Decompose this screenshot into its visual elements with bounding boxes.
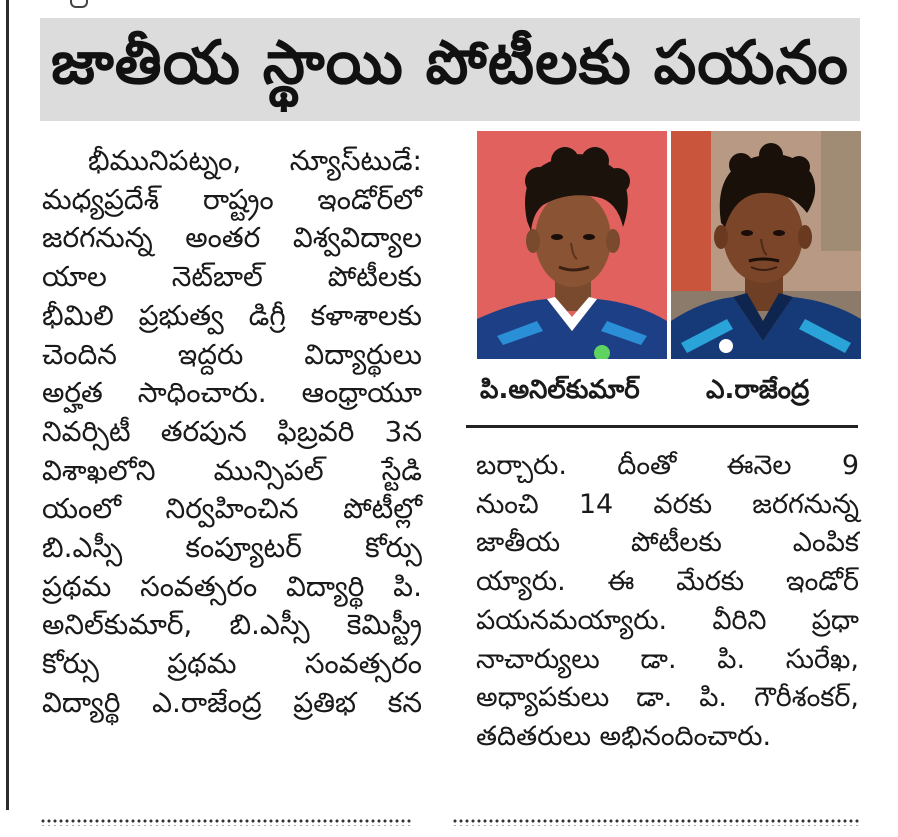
headline-banner (40, 18, 860, 121)
body-line: విద్యార్థి ఎ.రాజేంద్ర ప్రతిభ కన (42, 685, 422, 719)
body-line: భీమిలి ప్రభుత్వ డిగ్రీ కళాశాలకు (42, 298, 422, 332)
column-divider-left (6, 0, 9, 810)
caption-divider (466, 425, 858, 428)
body-line: జాతీయ పోటీలకు ఎంపిక (476, 527, 859, 559)
body-line: బర్చారు. దీంతో ఈనెల 9 (476, 450, 859, 481)
body-line: పయనమయ్యారు. వీరిని ప్రధా (476, 604, 859, 636)
body-line: యాల నెట్‌బాల్‌ పోటీలకు (42, 260, 422, 294)
photo-anil-kumar (477, 131, 667, 359)
body-line: నాచార్యులు డా. పి. సురేఖ, (476, 643, 859, 675)
body-line: కోర్సు ప్రథమ సంవత్సరం (42, 647, 422, 681)
body-line: మధ్యప్రదేశ్‌ రాష్ట్రం ఇండోర్‌లో (42, 182, 422, 216)
body-line: చెందిన ఇద్దరు విద్యార్థులు (42, 337, 422, 371)
photo-caption-rajendra: ఎ.రాజేంద్ర (706, 375, 810, 405)
dotted-separator (40, 818, 412, 826)
body-line: భీమునిపట్నం, న్యూస్‌టుడే: (88, 144, 422, 177)
body-line: అధ్యాపకులు డా. పి. గౌరీశంకర్‌, (476, 682, 859, 714)
body-line: య్యారు. ఈ మేరకు ఇండోర్‌ (476, 566, 859, 598)
body-line: ప్రథమ సంవత్సరం విద్యార్థి పి. (42, 569, 422, 603)
previous-article-fragment (70, 0, 88, 8)
photo-caption-anil-kumar: పి.అనిల్‌కుమార్‌ (480, 375, 640, 405)
body-line: తదితరులు అభినందించారు. (476, 720, 772, 752)
dotted-separator (452, 818, 860, 826)
body-line: విశాఖలోని మున్సిపల్‌ స్టేడి (42, 453, 422, 487)
article-body-left (42, 142, 422, 723)
body-line: జరగనున్న అంతర విశ్వవిద్యాల (42, 221, 422, 255)
body-line: యంలో నిర్వహించిన పోటీల్లో (42, 492, 422, 526)
article-body-right (476, 447, 859, 757)
body-line: అర్హత సాధించారు. ఆంధ్రాయూ (42, 376, 422, 410)
headline: జాతీయ స్థాయి పోటీలకు పయనం (51, 27, 849, 98)
body-line: అనిల్‌కుమార్‌, బి.ఎస్సీ కెమిస్ట్రీ (42, 608, 422, 642)
body-line: నుంచి 14 వరకు జరగనున్న (476, 488, 859, 520)
photo-rajendra (671, 131, 861, 359)
body-line: నివర్సిటీ తరపున ఫిబ్రవరి 3న (42, 414, 422, 448)
body-line: బి.ఎస్సీ కంప్యూటర్‌ కోర్సు (42, 531, 422, 565)
